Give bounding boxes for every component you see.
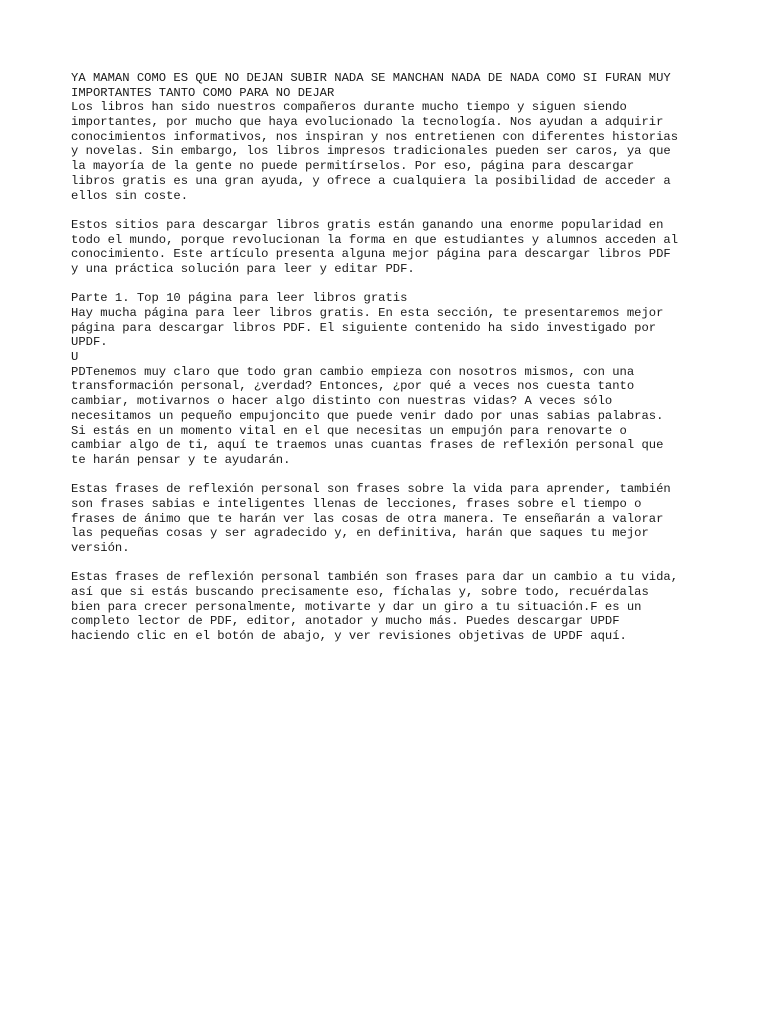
text-line: importantes, por mucho que haya evolucionado la tecnología. Nos ayudan a adquirir [71,115,664,130]
paragraph-gap [71,203,711,218]
text-line: así que si estás buscando precisamente eso, fíchalas y, sobre todo, recuérdalas [71,585,649,600]
paragraph-gap [71,468,711,483]
heading-line: IMPORTANTES TANTO COMO PARA NO DEJAR [71,85,335,100]
text-line: Los libros han sido nuestros compañeros durante mucho tiempo y siguen siendo [71,100,627,115]
section-title: Parte 1. Top 10 página para leer libros gratis [71,291,408,306]
text-line: versión. [71,541,130,555]
text-line: la mayoría de la gente no puede permitírselos. Por eso, página para descargar [71,159,635,174]
text-line: te harán pensar y te ayudarán. [71,452,291,467]
text-line: página para descargar libros PDF. El siguiente contenido ha sido investigado por [71,320,657,335]
text-line: todo el mundo, porque revolucionan la forma en que estudiantes y alumnos acceden al [71,232,679,247]
paragraph-reflection [71,482,711,555]
text-line: bien para crecer personalmente, motivarte y dar un giro a tu situación.F es un [71,599,642,614]
document-heading [71,71,711,100]
text-line: son frases sabias e inteligentes llenas de lecciones, frases sobre el tiempo o [71,496,642,511]
text-line: UPDF. [71,335,108,350]
text-line: necesitamos un pequeño empujoncito que puede venir dado por unas sabias palabras. [71,408,664,423]
text-line: Hay mucha página para leer libros gratis. En esta sección, te presentaremos mejor [71,306,664,320]
text-line: Estas frases de reflexión personal también son frases para dar un cambio a tu vida, [71,570,679,585]
text-line: libros gratis es una gran ayuda, y ofrece a cualquiera la posibilidad de acceder a [71,173,671,188]
document-page [71,71,711,644]
text-line: PDTenemos muy claro que todo gran cambio empieza con nosotros mismos, con una [71,364,635,379]
text-line: Si estás en un momento vital en el que necesitas un empujón para renovarte o [71,423,627,438]
text-line: conocimientos informativos, nos inspiran y nos entretienen con diferentes historias [71,129,679,144]
text-line: transformación personal, ¿verdad? Entonces, ¿por qué a veces nos cuesta tanto [71,379,635,394]
paragraph-part1 [71,291,711,467]
paragraph-gap [71,556,711,571]
text-line: ellos sin coste. [71,188,189,203]
text-line: Estos sitios para descargar libros gratis están ganando una enorme popularidad en [71,217,664,232]
paragraph-intro [71,100,711,203]
text-line: las pequeñas cosas y ser agradecido y, en definitiva, harán que saques tu mejor [71,526,649,541]
text-line: y novelas. Sin embargo, los libros impresos tradicionales pueden ser caros, ya que [71,144,671,159]
text-line: haciendo clic en el botón de abajo, y ver revisiones objetivas de UPDF aquí. [71,629,627,644]
text-line: y una práctica solución para leer y editar PDF. [71,261,415,276]
paragraph-sites [71,218,711,277]
paragraph-change [71,570,711,643]
text-line: cambiar algo de ti, aquí te traemos unas cuantas frases de reflexión personal que [71,438,664,453]
text-line: completo lector de PDF, editor, anotador y mucho más. Puedes descargar UPDF [71,614,620,629]
paragraph-gap [71,277,711,292]
text-line: Estas frases de reflexión personal son frases sobre la vida para aprender, también [71,482,671,497]
text-line: U [71,350,79,365]
heading-line: YA MAMAN COMO ES QUE NO DEJAN SUBIR NADA SE MANCHAN NADA DE NADA COMO SI FURAN MUY [71,71,671,85]
text-line: cambiar, motivarnos o hacer algo distinto con nuestras vidas? A veces sólo [71,394,613,409]
text-line: frases de ánimo que te harán ver las cosas de otra manera. Te enseñarán a valorar [71,511,664,526]
text-line: conocimiento. Este artículo presenta alguna mejor página para descargar libros PDF [71,247,671,262]
